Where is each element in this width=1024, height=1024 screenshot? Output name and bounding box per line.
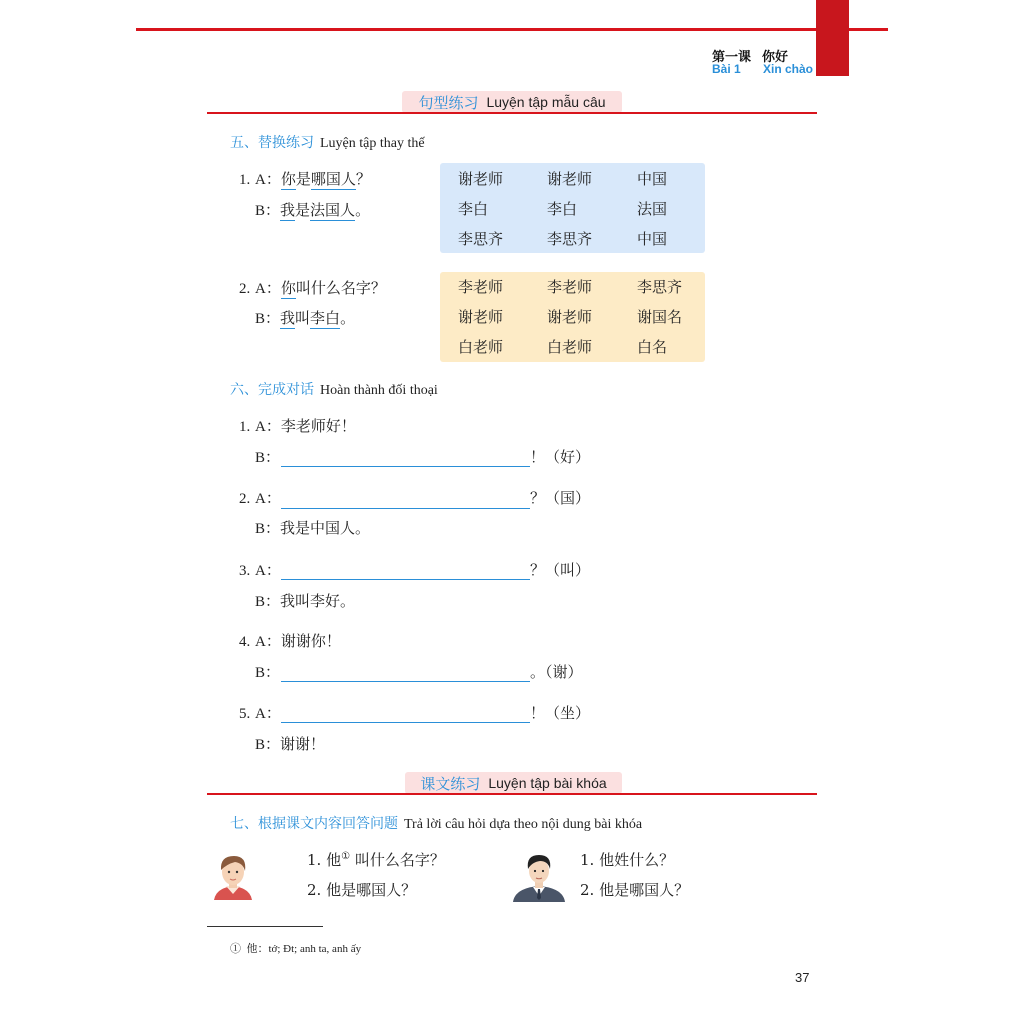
ex6-item2-b <box>255 517 370 538</box>
speaker-label: B： <box>255 311 281 327</box>
hint-word: （坐） <box>545 704 591 722</box>
table-cell: 李思齐 <box>458 230 504 248</box>
exercise7-heading-cn: 七、根据课文内容回答问题 <box>230 816 398 832</box>
substitution-slot: 李白 <box>310 309 341 327</box>
question-number: 1. <box>239 419 251 435</box>
banner-title-vi: Luyện tập mẫu câu <box>486 94 606 110</box>
substitution-slot: 哪国人 <box>310 170 356 188</box>
ex6-item1-b <box>255 446 280 467</box>
lesson-title-cn: 你好 <box>762 50 789 65</box>
question-number: 5. <box>239 706 251 722</box>
exercise7-heading <box>230 813 642 833</box>
table-cell: 谢老师 <box>458 170 504 188</box>
hint-word: （国） <box>545 489 591 507</box>
chapter-tab <box>816 0 849 76</box>
table-cell: 谢老师 <box>547 308 593 326</box>
ex6-item4-a <box>239 630 341 651</box>
question-number: 2. <box>239 491 251 507</box>
blank-ending <box>530 446 590 467</box>
table-cell: 谢老师 <box>458 308 504 326</box>
substitution-table-2 <box>440 272 705 362</box>
table-cell: 李思齐 <box>547 230 593 248</box>
dialogue-text: 我是中国人。 <box>280 519 371 537</box>
avatar-man-in-suit <box>511 850 567 902</box>
lesson-number-vi: Bài 1 <box>712 62 741 76</box>
sentence-part: 是 <box>295 201 311 219</box>
question-number: 4. <box>239 634 251 650</box>
top-rule <box>136 28 888 31</box>
punctuation: ！ <box>530 704 546 722</box>
section-banner-sentence-patterns <box>402 91 622 113</box>
question-text: 1. 他 <box>307 851 342 869</box>
ex5-q1-b-line <box>255 199 370 220</box>
exercise5-heading <box>230 132 425 152</box>
speaker-label: A： <box>255 563 281 579</box>
exercise5-heading-cn: 五、替换练习 <box>230 135 314 151</box>
blank-ending <box>530 661 583 682</box>
ex7-right-q2: 2. 他是哪国人？ <box>580 881 690 899</box>
punctuation: ？ <box>530 561 546 579</box>
exercise7-heading-vi: Trả lời câu hỏi dựa theo nội dung bài khóa <box>404 817 643 832</box>
table-cell: 李老师 <box>458 278 504 296</box>
speaker-label: B： <box>255 450 281 466</box>
table-cell: 中国 <box>637 230 668 248</box>
speaker-label: B： <box>255 521 281 537</box>
speaker-label: A： <box>255 419 281 435</box>
table-cell: 法国 <box>637 200 668 218</box>
blank-ending <box>530 559 590 580</box>
speaker-label: A： <box>255 172 281 188</box>
answer-blank[interactable] <box>281 579 530 580</box>
table-cell: 谢老师 <box>547 170 593 188</box>
ex5-q1-a-line <box>239 168 371 189</box>
punctuation: 。 <box>530 663 546 681</box>
footnote-text: 他：tớ; Đt; anh ta, anh ấy <box>246 943 362 955</box>
substitution-slot: 你 <box>280 279 296 297</box>
speaker-label: B： <box>255 665 281 681</box>
lesson-number-cn: 第一课 <box>712 50 752 65</box>
dialogue-text: 李老师好！ <box>280 417 356 435</box>
footnote <box>230 940 361 956</box>
table-cell: 李白 <box>458 200 489 218</box>
answer-blank[interactable] <box>281 722 530 723</box>
table-cell: 李白 <box>547 200 578 218</box>
lesson-title-vi: Xin chào <box>763 62 814 76</box>
table-cell: 谢国名 <box>637 308 683 326</box>
answer-blank[interactable] <box>281 681 530 682</box>
punctuation: ？ <box>355 170 371 188</box>
table-cell: 白老师 <box>458 338 504 356</box>
sentence-part: 叫 <box>295 309 311 327</box>
dialogue-text: 我叫李好。 <box>280 592 356 610</box>
dialogue-text: 谢谢！ <box>280 735 326 753</box>
substitution-slot: 我 <box>280 309 296 327</box>
banner-title-vi: Luyện tập bài khóa <box>488 775 607 791</box>
table-cell: 白老师 <box>547 338 593 356</box>
sentence-part: 叫什么名字？ <box>295 279 386 297</box>
answer-blank[interactable] <box>281 466 530 467</box>
ex6-item3-b <box>255 590 355 611</box>
ex7-right-q1: 1. 他姓什么？ <box>580 851 675 869</box>
punctuation: ？ <box>530 489 546 507</box>
speaker-label: A： <box>255 706 281 722</box>
banner-title-cn: 句型练习 <box>418 93 479 112</box>
substitution-slot: 我 <box>280 201 296 219</box>
ex6-item4-b <box>255 661 280 682</box>
exercise6-heading <box>230 379 438 399</box>
section-rule <box>207 793 817 795</box>
ex6-item1-a <box>239 415 356 436</box>
question-number: 2. <box>239 281 251 297</box>
exercise5-heading-vi: Luyện tập thay thế <box>320 136 425 151</box>
exercise6-heading-vi: Hoàn thành đối thoại <box>320 383 438 398</box>
ex5-q2-b-line <box>255 307 355 328</box>
punctuation: 。 <box>355 201 371 219</box>
table-cell: 李思齐 <box>637 278 683 296</box>
hint-word: （好） <box>545 448 591 466</box>
substitution-slot: 法国人 <box>310 201 356 219</box>
ex7-left-q2: 2. 他是哪国人？ <box>307 881 417 899</box>
blank-ending <box>530 702 590 723</box>
speaker-label: A： <box>255 281 281 297</box>
ex5-q2-a-line <box>239 277 386 298</box>
avatar-li-bai <box>210 850 256 900</box>
speaker-label: B： <box>255 203 281 219</box>
footnote-rule <box>207 926 323 927</box>
exercise6-heading-cn: 六、完成对话 <box>230 382 314 398</box>
speaker-label: A： <box>255 491 281 507</box>
section-rule <box>207 112 817 114</box>
ex6-item5-a <box>239 702 281 723</box>
page-number: 37 <box>795 970 810 985</box>
answer-blank[interactable] <box>281 508 530 509</box>
ex6-item5-b <box>255 733 325 754</box>
blank-ending <box>530 487 590 508</box>
sentence-part: 是 <box>295 170 311 188</box>
ex6-item2-a <box>239 487 281 508</box>
hint-word: （叫） <box>545 561 591 579</box>
speaker-label: B： <box>255 737 281 753</box>
speaker-label: A： <box>255 634 281 650</box>
punctuation: 。 <box>340 309 356 327</box>
question-number: 3. <box>239 563 251 579</box>
substitution-table-1 <box>440 163 705 253</box>
ex6-item3-a <box>239 559 281 580</box>
ex7-left-q1 <box>307 849 445 870</box>
question-number: 1. <box>239 172 251 188</box>
question-text: 叫什么名字？ <box>350 851 445 869</box>
hint-word: （谢） <box>545 663 583 681</box>
section-banner-text-practice <box>405 772 622 794</box>
table-cell: 中国 <box>637 170 668 188</box>
table-cell: 白名 <box>637 338 668 356</box>
footnote-mark: ① <box>230 943 241 955</box>
substitution-slot: 你 <box>280 170 296 188</box>
banner-title-cn: 课文练习 <box>420 774 481 793</box>
dialogue-text: 谢谢你！ <box>280 632 341 650</box>
speaker-label: B： <box>255 594 281 610</box>
table-cell: 李老师 <box>547 278 593 296</box>
punctuation: ！ <box>530 448 546 466</box>
footnote-ref[interactable]: ① <box>341 851 351 862</box>
